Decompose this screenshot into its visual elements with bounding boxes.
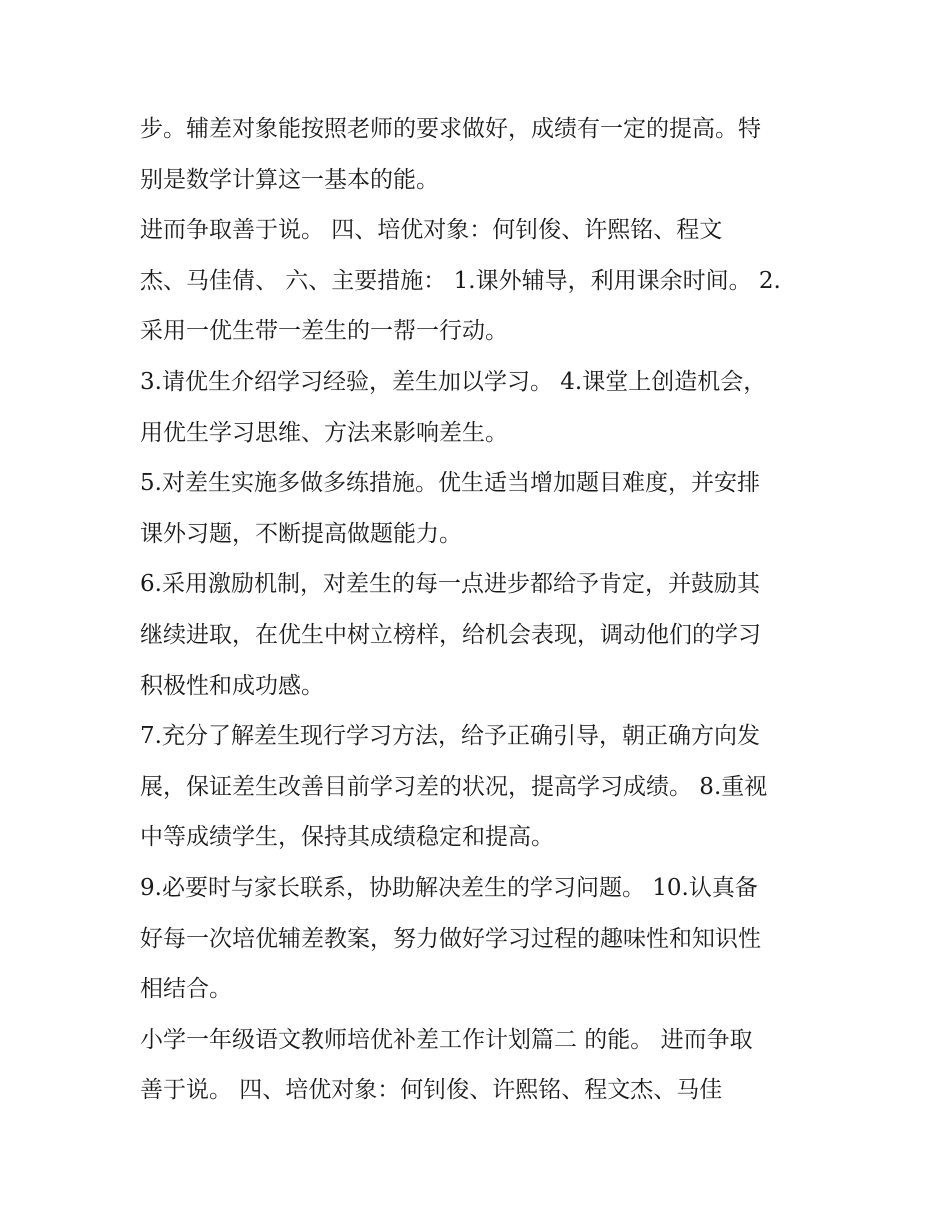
text-line: 用优生学习思维、方法来影响差生。	[140, 419, 508, 446]
text-line: 别是数学计算这一基本的能。	[140, 166, 439, 193]
text-line: 进而争取善于说。 四、培优对象：何钊俊、许熙铭、程文	[140, 217, 723, 244]
text-line: 9.必要时与家长联系，协助解决差生的学习问题。 10.认真备	[140, 874, 758, 901]
text-line: 5.对差生实施多做多练措施。优生适当增加题目难度，并安排	[140, 470, 760, 497]
text-line: 杰、马佳倩、 六、主要措施： 1.课外辅导，利用课余时间。 2.	[140, 267, 781, 294]
text-line: 相结合。	[140, 976, 232, 1003]
text-line: 3.请优生介绍学习经验，差生加以学习。 4.课堂上创造机会，	[140, 368, 767, 395]
text-line: 课外习题，不断提高做题能力。	[140, 520, 462, 547]
text-line: 小学一年级语文教师培优补差工作计划篇二 的能。 进而争取	[140, 1026, 753, 1053]
text-line: 7.充分了解差生现行学习方法，给予正确引导，朝正确方向发	[140, 723, 760, 750]
text-line: 积极性和成功感。	[140, 672, 324, 699]
text-line: 步。辅差对象能按照老师的要求做好，成绩有一定的提高。特	[140, 116, 761, 142]
text-line: 好每一次培优辅差教案，努力做好学习过程的趣味性和知识性	[140, 925, 761, 952]
text-line: 采用一优生带一差生的一帮一行动。	[140, 318, 508, 345]
text-line: 6.采用激励机制，对差生的每一点进步都给予肯定，并鼓励其	[140, 571, 760, 598]
document-body	[140, 104, 820, 1116]
text-line: 继续进取，在优生中树立榜样，给机会表现，调动他们的学习	[140, 621, 761, 648]
text-line: 善于说。 四、培优对象：何钊俊、许熙铭、程文杰、马佳	[140, 1077, 723, 1104]
text-line: 展，保证差生改善目前学习差的状况，提高学习成绩。 8.重视	[140, 773, 768, 800]
text-line: 中等成绩学生，保持其成绩稳定和提高。	[140, 824, 554, 851]
